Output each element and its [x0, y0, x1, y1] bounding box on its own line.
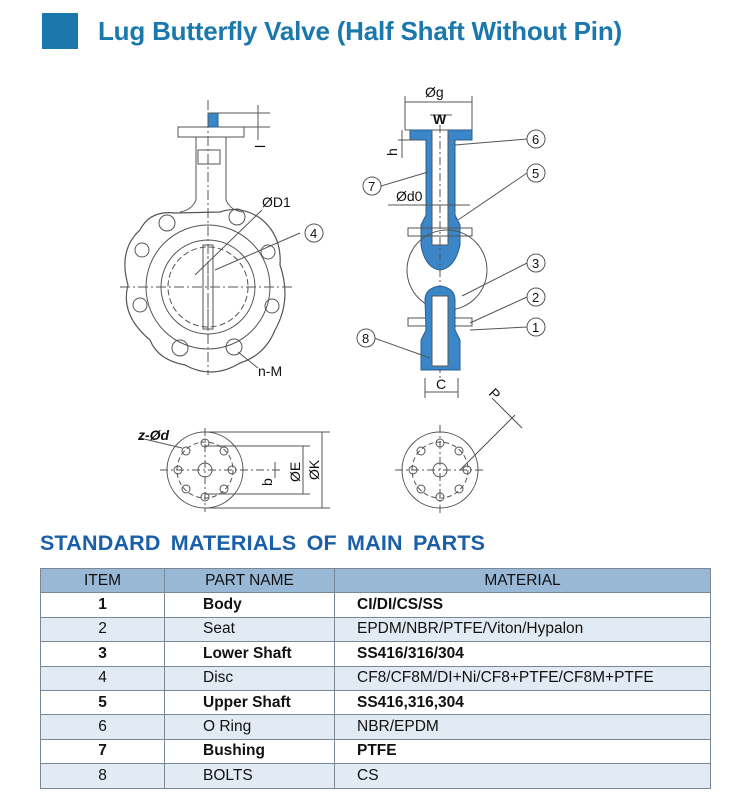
callout-6-label: 6	[532, 132, 540, 147]
cell-material: NBR/EPDM	[335, 715, 711, 739]
table-row	[41, 666, 711, 690]
table-row	[41, 715, 711, 739]
cell-part: Upper Shaft	[165, 690, 335, 714]
callout-3-label: 3	[532, 256, 540, 271]
materials-section-title: STANDARD MATERIALS OF MAIN PARTS	[40, 531, 486, 555]
cell-part: Body	[165, 593, 335, 617]
cell-item: 6	[41, 715, 165, 739]
cell-item: 2	[41, 617, 165, 641]
cell-part: Bushing	[165, 739, 335, 763]
cell-part: Disc	[165, 666, 335, 690]
table-row	[41, 593, 711, 617]
callout-4-label: 4	[310, 226, 318, 241]
technical-drawing	[0, 60, 750, 520]
table-row	[41, 764, 711, 788]
header-material: MATERIAL	[335, 569, 711, 593]
cell-item: 7	[41, 739, 165, 763]
cell-part: Seat	[165, 617, 335, 641]
cell-material: CF8/CF8M/DI+Ni/CF8+PTFE/CF8M+PTFE	[335, 666, 711, 690]
table-row	[41, 642, 711, 666]
cell-item: 8	[41, 764, 165, 788]
dim-d1: ØD1	[262, 194, 291, 210]
title-square-icon	[42, 13, 78, 49]
dim-d0: Ød0	[396, 188, 423, 204]
header-item: ITEM	[41, 569, 165, 593]
callout-2-label: 2	[532, 290, 540, 305]
side-section	[374, 96, 527, 398]
dim-nm: n-M	[258, 363, 283, 379]
cell-material: EPDM/NBR/PTFE/Viton/Hypalon	[335, 617, 711, 641]
dim-k: ØK	[306, 459, 322, 480]
cell-part: O Ring	[165, 715, 335, 739]
dim-e: ØE	[287, 461, 303, 482]
dim-w: W	[433, 111, 447, 127]
dim-b: b	[259, 478, 275, 486]
flange-view-right	[395, 398, 522, 515]
cell-item: 3	[41, 642, 165, 666]
table-row	[41, 739, 711, 763]
table-row	[41, 617, 711, 641]
cell-part: Lower Shaft	[165, 642, 335, 666]
dim-g: Øg	[425, 84, 444, 100]
cell-material: SS416,316,304	[335, 690, 711, 714]
cell-item: 4	[41, 666, 165, 690]
cell-material: SS416/316/304	[335, 642, 711, 666]
table-row	[41, 690, 711, 714]
materials-table	[40, 568, 711, 789]
cell-material: CI/DI/CS/SS	[335, 593, 711, 617]
callout-5-label: 5	[532, 166, 540, 181]
dim-h: h	[384, 148, 400, 156]
dim-l: l	[252, 144, 268, 148]
dim-zd: z-Ød	[138, 427, 170, 443]
cell-item: 1	[41, 593, 165, 617]
header-part-name: PART NAME	[165, 569, 335, 593]
page-title: Lug Butterfly Valve (Half Shaft Without Pin)	[98, 16, 622, 46]
cell-part: BOLTS	[165, 764, 335, 788]
dim-p: P	[485, 384, 504, 403]
front-view	[120, 100, 300, 375]
cell-item: 5	[41, 690, 165, 714]
cell-material: PTFE	[335, 739, 711, 763]
dim-c: C	[436, 376, 447, 392]
callout-8-label: 8	[362, 331, 370, 346]
table-header-row	[41, 569, 711, 593]
callout-1-label: 1	[532, 320, 540, 335]
callout-7-label: 7	[368, 179, 376, 194]
cell-material: CS	[335, 764, 711, 788]
